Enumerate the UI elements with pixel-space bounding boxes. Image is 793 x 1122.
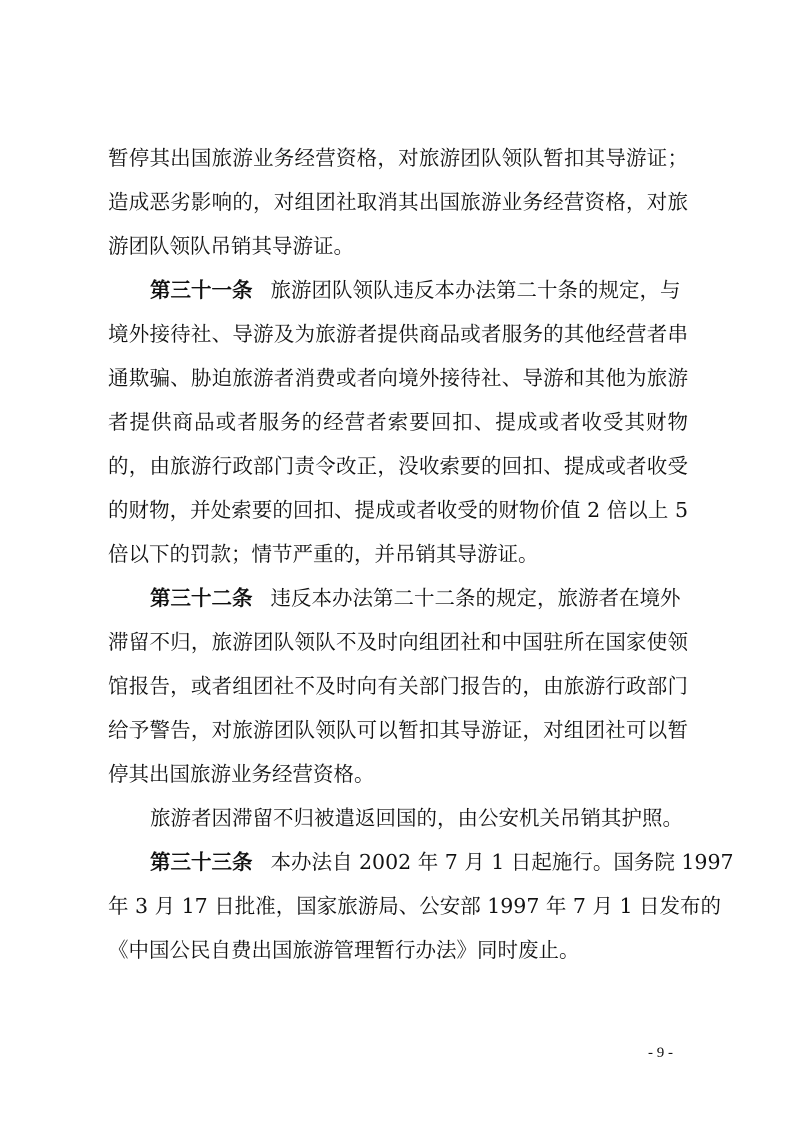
paragraph-line: 滞留不归，旅游团队领队不及时向组团社和中国驻所在国家使领 [108,630,688,654]
paragraph-line: 馆报告，或者组团社不及时向有关部门报告的，由旅游行政部门 [108,674,688,698]
article-32-first-line [150,583,688,613]
paragraph-line: 违反本办法第二十二条的规定，旅游者在境外 [270,586,681,610]
article-heading: 第三十三条 [150,850,253,874]
paragraph-line: 暂停其出国旅游业务经营资格，对旅游团队领队暂扣其导游证； [108,146,688,170]
paragraph-line: 年 3 月 17 日批准，国家旅游局、公安部 1997 年 7 月 1 日发布的 [108,894,722,918]
paragraph-line: 游团队领队吊销其导游证。 [108,234,354,258]
paragraph-line: 《中国公民自费出国旅游管理暂行办法》同时废止。 [108,938,580,962]
paragraph-line: 本办法自 2002 年 7 月 1 日起施行。国务院 1997 [270,850,734,874]
article-31-first-line [150,275,688,305]
article-33-first-line [150,847,734,877]
paragraph-line: 造成恶劣影响的，对组团社取消其出国旅游业务经营资格，对旅 [108,190,688,214]
paragraph-line: 倍以下的罚款；情节严重的，并吊销其导游证。 [108,542,539,566]
paragraph-line: 停其出国旅游业务经营资格。 [108,762,375,786]
paragraph-line: 旅游团队领队违反本办法第二十条的规定，与 [270,278,681,302]
article-heading: 第三十二条 [150,586,253,610]
paragraph-line: 旅游者因滞留不归被遣返回国的，由公安机关吊销其护照。 [150,806,683,830]
paragraph-line: 者提供商品或者服务的经营者索要回扣、提成或者收受其财物 [108,410,688,434]
paragraph-line: 境外接待社、导游及为旅游者提供商品或者服务的其他经营者串 [108,322,688,346]
paragraph-line: 给予警告，对旅游团队领队可以暂扣其导游证，对组团社可以暂 [108,718,688,742]
paragraph-line: 的财物，并处索要的回扣、提成或者收受的财物价值 2 倍以上 5 [108,498,688,522]
article-heading: 第三十一条 [150,278,253,302]
paragraph-line: 的，由旅游行政部门责令改正，没收索要的回扣、提成或者收受 [108,454,688,478]
page-number: - 9 - [648,1045,673,1061]
paragraph-line: 通欺骗、胁迫旅游者消费或者向境外接待社、导游和其他为旅游 [108,366,688,390]
